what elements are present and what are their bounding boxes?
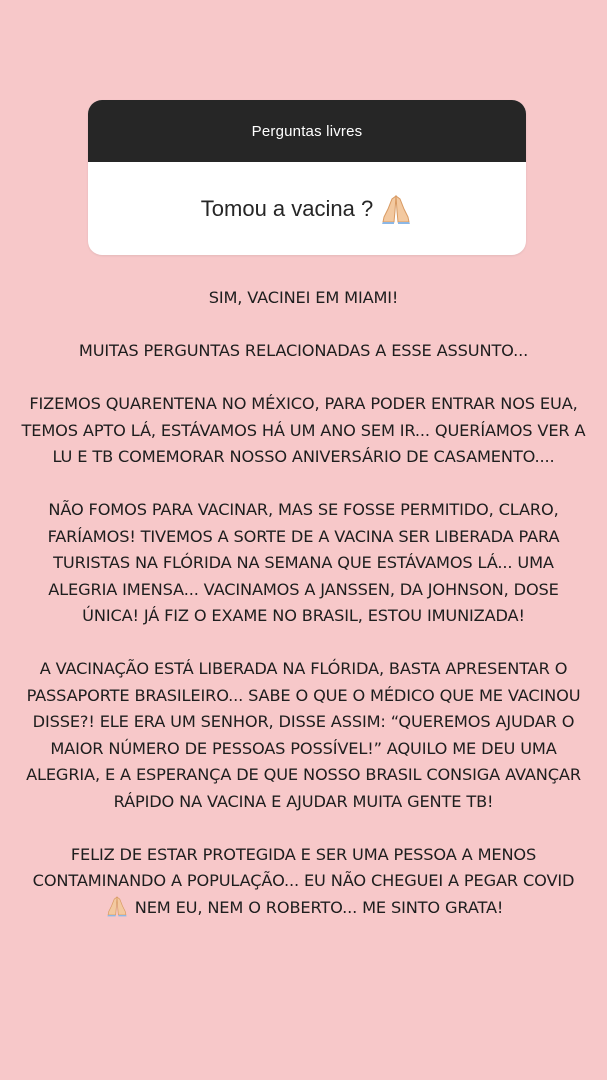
question-text: Tomou a vacina ?: [200, 195, 374, 221]
answer-paragraph-2: MUITAS PERGUNTAS RELACIONADAS A ESSE ASSUNTO...: [78, 341, 529, 360]
question-sticker-title: Perguntas livres: [88, 100, 526, 162]
question-sticker[interactable]: [88, 100, 526, 255]
answer-paragraph-4: NÃO FOMOS PARA VACINAR, MAS SE FOSSE PERMITIDO, CLARO, FARÍAMOS! TIVEMOS A SORTE DE A VACINA SER LIBERADA PARA TURISTAS NA FLÓRIDA NA SEMANA QUE ESTÁVAMOS LÁ... UMA ALEGRIA IMENSA... VACINAMOS A JANSSEN, DA JOHNSON, DOSE ÚNICA! JÁ FIZ O EXAME NO BRASIL, ESTOU IMUNIZADA!: [47, 500, 560, 625]
story-answer-text: [20, 285, 587, 921]
answer-paragraph-6: [20, 842, 587, 922]
answer-paragraph-6-end: NEM EU, NEM O ROBERTO... ME SINTO GRATA!: [134, 897, 504, 917]
folded-hands-icon: [104, 895, 130, 917]
answer-paragraph-3: FIZEMOS QUARENTENA NO MÉXICO, PARA PODER ENTRAR NOS EUA, TEMOS APTO LÁ, ESTÁVAMOS HÁ UM ANO SEM IR... QUERÍAMOS VER A LU E TB COMEMORAR NOSSO ANIVERSÁRIO DE CASAMENTO....: [21, 394, 586, 466]
answer-paragraph-6-start: FELIZ DE ESTAR PROTEGIDA E SER UMA PESSOA A MENOS CONTAMINANDO A POPULAÇÃO... EU NÃO CHEGUEI A PEGAR COVID: [32, 844, 575, 890]
answer-paragraph-1: SIM, VACINEI EM MIAMI!: [208, 288, 399, 307]
answer-paragraph-5: A VACINAÇÃO ESTÁ LIBERADA NA FLÓRIDA, BASTA APRESENTAR O PASSAPORTE BRASILEIRO... SABE O QUE O MÉDICO QUE ME VACINOU DISSE?! ELE ERA UM SENHOR, DISSE ASSIM: “QUEREMOS AJUDAR O MAIOR NÚMERO DE PESSOAS POSSÍVEL!” AQUILO ME DEU UMA ALEGRIA, E A ESPERANÇA DE QUE NOSSO BRASIL CONSIGA AVANÇAR RÁPIDO NA VACINA E AJUDAR MUITA GENTE TB!: [26, 659, 581, 811]
folded-hands-icon: [379, 193, 413, 225]
question-sticker-body: [88, 162, 526, 255]
